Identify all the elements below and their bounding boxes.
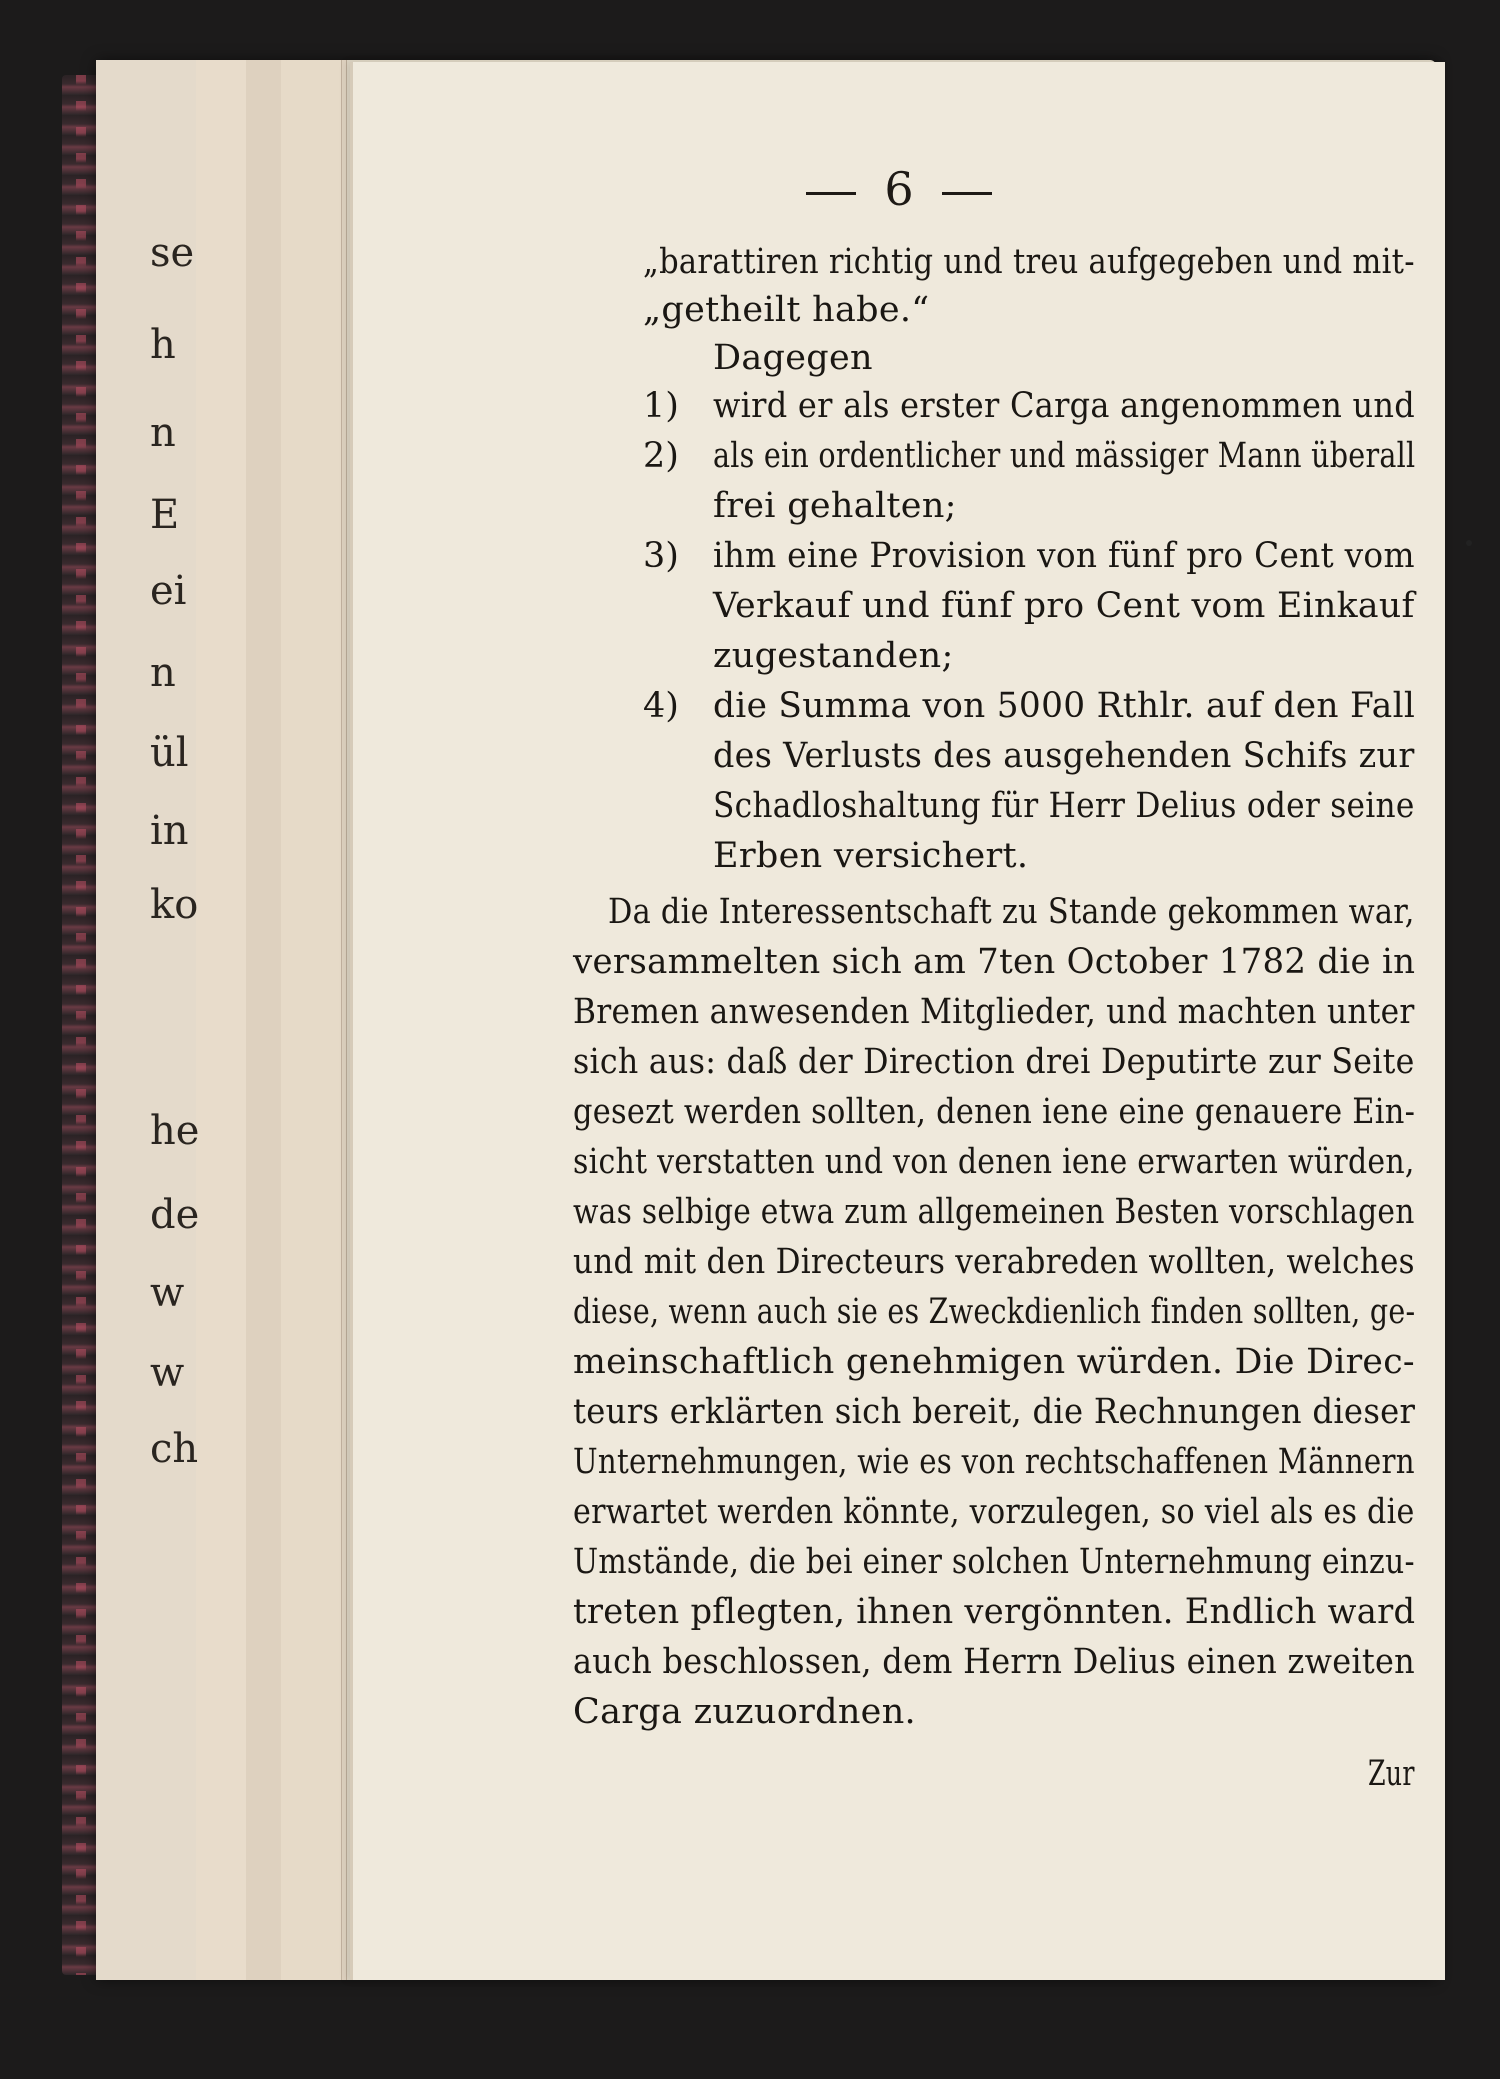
fragment: in (150, 808, 189, 854)
text-line: auch beschlossen, dem Herrn Delius einen zweiten (573, 1642, 1416, 1682)
text-line: Verkauf und fünf pro Cent vom Einkauf (713, 586, 1415, 626)
catchword: Zur (1368, 1754, 1415, 1794)
previous-page-fragments (150, 230, 230, 1530)
text-line: gesezt werden sollten, denen iene eine genauere Ein- (573, 1092, 1416, 1132)
text-line: Carga zuzuordnen. (573, 1692, 916, 1732)
book-page (350, 62, 1445, 1980)
text-line: zugestanden; (713, 636, 954, 676)
fragment: E (150, 492, 180, 538)
text-line: was selbige etwa zum allgemeinen Besten vorschlagen (573, 1192, 1415, 1232)
text-line: „getheilt habe.“ (643, 290, 930, 330)
fragment: ül (150, 730, 189, 776)
text-line: die Summa von 5000 Rthlr. auf den Fall (713, 686, 1416, 726)
fragment: ko (150, 882, 199, 928)
fragment: w (150, 1350, 185, 1396)
text-line: Da die Interessentschaft zu Stande gekommen war, (608, 892, 1415, 932)
page-edge (281, 60, 342, 1980)
text-line: erwartet werden könnte, vorzulegen, so viel als es die (573, 1492, 1415, 1532)
specks (1466, 540, 1472, 546)
list-marker: 1) (643, 386, 679, 426)
page-header (353, 162, 1445, 216)
fragment: ei (150, 568, 187, 614)
text-line: sicht verstatten und von denen iene erwarten würden, (573, 1142, 1415, 1182)
book-spine (62, 75, 100, 1975)
fragment: ch (150, 1426, 199, 1472)
text-line: versammelten sich am 7ten October 1782 die in (573, 942, 1416, 982)
fragment: n (150, 650, 176, 696)
fragment: n (150, 410, 176, 456)
list-marker: 3) (643, 536, 679, 576)
list-marker: 4) (643, 686, 679, 726)
text-line: Unternehmungen, wie es von rechtschaffenen Männern (573, 1442, 1415, 1482)
text-line: wird er als erster Carga angenommen und (713, 386, 1416, 426)
list-marker: 2) (643, 436, 679, 476)
text-line: Dagegen (713, 338, 873, 378)
fragment: se (150, 230, 195, 276)
fragment: de (150, 1192, 200, 1238)
text-line: „barattiren richtig und treu aufgegeben und mit- (643, 242, 1415, 282)
text-line: Schadloshaltung für Herr Delius oder seine (713, 786, 1415, 826)
fragment: h (150, 322, 176, 368)
fragment: he (150, 1108, 200, 1154)
fragment: w (150, 1270, 185, 1316)
text-line: Umstände, die bei einer solchen Unternehmung einzu- (573, 1542, 1415, 1582)
text-line: treten pflegten, ihnen vergönnten. Endlich ward (573, 1592, 1416, 1632)
text-line: sich aus: daß der Direction drei Deputirte zur Seite (573, 1042, 1415, 1082)
text-line: als ein ordentlicher und mässiger Mann überall (713, 436, 1416, 476)
text-line: meinschaftlich genehmigen würden. Die Direc- (573, 1342, 1415, 1382)
text-line: Bremen anwesenden Mitglieder, und machten unter (573, 992, 1415, 1032)
text-line: diese, wenn auch sie es Zweckdienlich finden sollten, ge- (573, 1292, 1416, 1332)
header-dash (942, 192, 992, 195)
text-line: und mit den Directeurs verabreden wollten, welches (573, 1242, 1415, 1282)
page-number: 6 (884, 162, 914, 216)
text-line: frei gehalten; (713, 486, 957, 526)
text-line: ihm eine Provision von fünf pro Cent vom (713, 536, 1415, 576)
header-dash (806, 192, 856, 195)
text-line: Erben versichert. (713, 836, 1029, 876)
text-line: teurs erklärten sich bereit, die Rechnungen dieser (573, 1392, 1416, 1432)
text-line: des Verlusts des ausgehenden Schifs zur (713, 736, 1415, 776)
